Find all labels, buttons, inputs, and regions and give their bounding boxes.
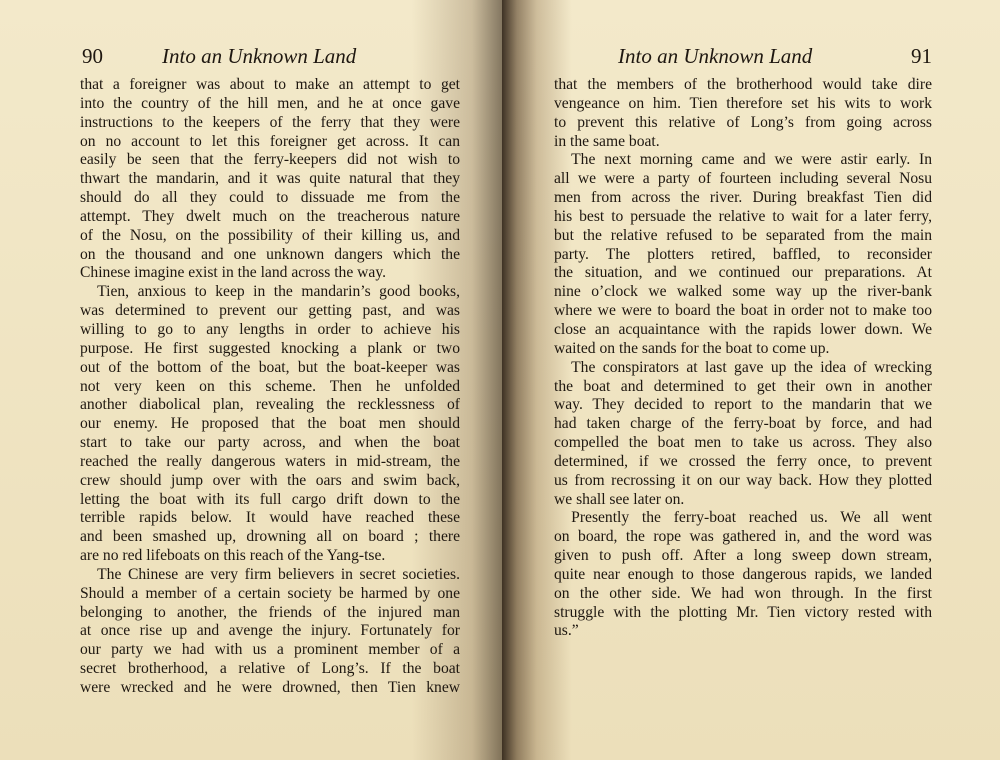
- text-line: Should a member of a certain society be harmed by one: [80, 584, 460, 602]
- text-line: way. They decided to report to the mandarin that we: [554, 396, 932, 414]
- text-line: The next morning came and we were astir early. In: [571, 151, 932, 169]
- text-line: us from recrossing it on our way back. How they plotted: [554, 471, 932, 489]
- text-line: crew should jump over with the oars and swim back,: [80, 471, 460, 489]
- text-line: willing to go to any lengths in order to achieve his: [80, 320, 460, 338]
- text-line: attempt. They dwelt much on the treacherous nature: [80, 207, 460, 225]
- text-line: another diabolical plan, revealing the recklessness of: [80, 396, 460, 414]
- text-line: the boat and determined to get their own in another: [554, 377, 932, 395]
- text-line: belonging to another, the friends of the injured man: [80, 603, 460, 621]
- text-line: our enemy. He proposed that the boat men should: [80, 415, 460, 433]
- text-line: in the same boat.: [554, 132, 660, 150]
- left-page-number: 90: [82, 44, 103, 68]
- text-line: should do all they could to dissuade me from the: [80, 189, 460, 207]
- text-line: his best to persuade the relative to wait for a later ferry,: [554, 207, 932, 225]
- paragraph: [80, 76, 460, 283]
- text-line: on no account to let this foreigner get across. It can: [80, 132, 460, 150]
- right-page-number: 91: [911, 44, 932, 68]
- text-line: instructions to the keepers of the ferry that they were: [80, 113, 460, 131]
- text-line: that the members of the brotherhood would take dire: [554, 76, 932, 93]
- text-line: on the other side. We had won through. In the first: [554, 584, 932, 602]
- text-line: where we were to board the boat in order not to make too: [554, 302, 932, 320]
- text-line: out of the bottom of the boat, but the boat-keeper was: [80, 358, 460, 376]
- paragraph: [80, 283, 460, 566]
- text-line: Chinese imagine exist in the land across the way.: [80, 264, 387, 282]
- text-line: our party we had with us a prominent member of a: [80, 641, 460, 659]
- text-line: The conspirators at last gave up the idea of wrecking: [571, 358, 932, 376]
- text-line: reached the really dangerous waters in mid-stream, the: [80, 452, 460, 470]
- text-line: all we were a party of fourteen including several Nosu: [554, 170, 932, 188]
- text-line: given to push off. After a long sweep down stream,: [554, 547, 932, 565]
- paragraph: [554, 359, 932, 510]
- text-line: are no red lifeboats on this reach of the Yang-tse.: [80, 547, 386, 565]
- text-line: easily be seen that the ferry-keepers did not wish to: [80, 151, 460, 169]
- text-line: were wrecked and he were drowned, then Tien knew: [80, 679, 460, 696]
- text-line: thwart the mandarin, and it was quite natural that they: [80, 170, 460, 188]
- text-line: letting the boat with its full cargo drift down to the: [80, 490, 460, 508]
- paragraph: [554, 509, 932, 641]
- text-line: on board, the rope was gathered in, and the word was: [554, 528, 932, 546]
- paragraph: [80, 566, 460, 698]
- text-line: nine o’clock we walked some way up the river-bank: [554, 283, 932, 301]
- text-line: Tien, anxious to keep in the mandarin’s good books,: [97, 283, 460, 301]
- text-line: but the relative refused to be separated from the main: [554, 226, 932, 244]
- text-line: and been smashed up, drowning all on board ; there: [80, 528, 460, 546]
- text-line: not very keen on this scheme. Then he unfolded: [80, 377, 460, 395]
- left-running-title: Into an Unknown Land: [162, 44, 357, 68]
- text-line: at once rise up and avenge the injury. Fortunately for: [80, 622, 460, 640]
- right-running-title: Into an Unknown Land: [618, 44, 813, 68]
- text-line: party. The plotters retired, baffled, to reconsider: [554, 245, 932, 263]
- text-line: purpose. He first suggested knocking a plank or two: [80, 339, 460, 357]
- text-line: Presently the ferry-boat reached us. We all went: [571, 509, 932, 527]
- text-line: secret brotherhood, a relative of Long’s. If the boat: [80, 660, 460, 678]
- text-line: start to take our party across, and when the boat: [80, 434, 460, 452]
- text-line: that a foreigner was about to make an attempt to get: [80, 76, 460, 93]
- text-line: had taken charge of the ferry-boat by force, and had: [554, 415, 932, 433]
- text-line: vengeance on him. Tien therefore set his wits to work: [554, 94, 932, 112]
- text-line: close an acquaintance with the rapids lower down. We: [554, 320, 932, 338]
- text-line: the situation, and we continued our preparations. At: [554, 264, 932, 282]
- text-line: us.”: [554, 622, 579, 640]
- right-page: [502, 0, 1000, 760]
- text-line: struggle with the plotting Mr. Tien victory rested with: [554, 603, 932, 621]
- text-line: into the country of the hill men, and he at once gave: [80, 94, 460, 112]
- text-line: quite near enough to those dangerous rapids, we landed: [554, 565, 932, 583]
- text-line: of the Nosu, on the possibility of their killing us, and: [80, 226, 460, 244]
- text-line: compelled the boat men to take us across. They also: [554, 434, 932, 452]
- text-line: was determined to prevent our getting past, and was: [80, 302, 460, 320]
- text-line: on the thousand and one unknown dangers which the: [80, 245, 460, 263]
- text-line: to prevent this relative of Long’s from going across: [554, 113, 932, 131]
- text-line: The Chinese are very firm believers in secret societies.: [97, 565, 460, 583]
- text-line: we shall see later on.: [554, 490, 685, 508]
- right-page-text: [554, 76, 932, 641]
- left-page-text: [80, 76, 460, 698]
- paragraph: [554, 151, 932, 358]
- text-line: men from across the river. During breakfast Tien did: [554, 189, 932, 207]
- paragraph: [554, 76, 932, 151]
- text-line: waited on the sands for the boat to come up.: [554, 339, 830, 357]
- text-line: determined, if we crossed the ferry once, to prevent: [554, 452, 932, 470]
- text-line: terrible rapids below. It would have reached these: [80, 509, 460, 527]
